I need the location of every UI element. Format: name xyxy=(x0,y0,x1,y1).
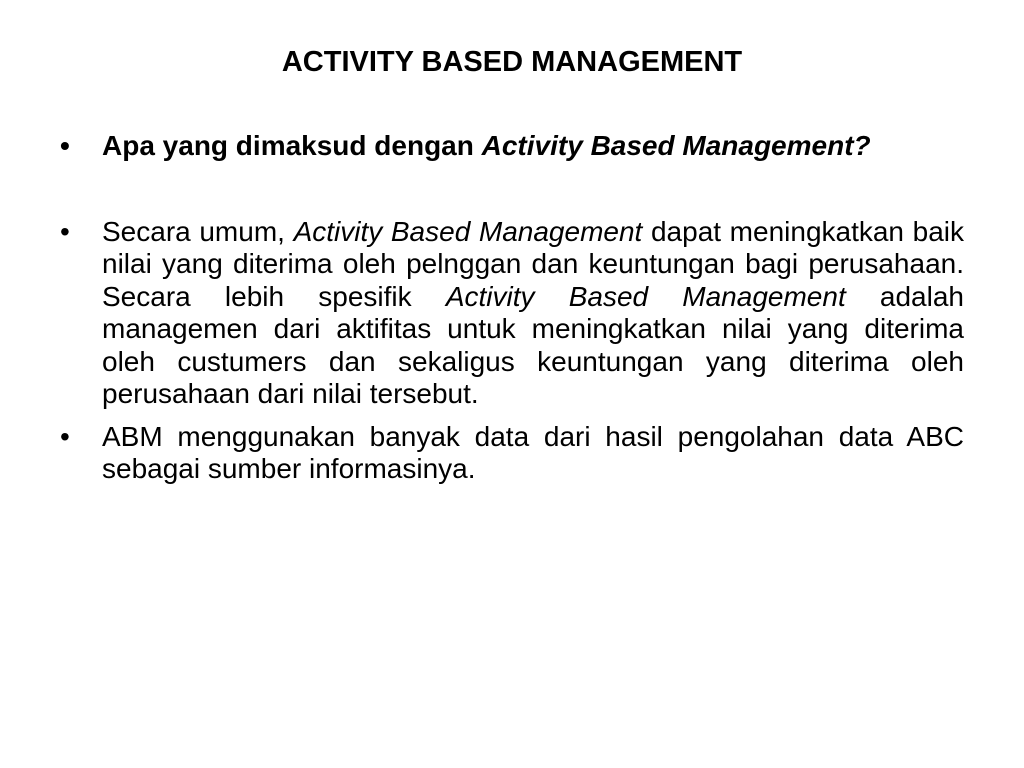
definition-text-1: Secara umum, xyxy=(102,215,294,247)
bullet-data-source xyxy=(60,421,964,486)
bullet-question xyxy=(60,130,964,163)
bullet-definition xyxy=(60,216,964,411)
slide-title: ACTIVITY BASED MANAGEMENT xyxy=(281,46,743,78)
definition-text-2: dapat meningkatkan baik nilai yang diterima oleh pelnggan dan keuntungan bagi perusahaan. Secara lebih spesifik xyxy=(102,215,965,312)
bullet-dot-icon: • xyxy=(60,130,70,161)
question-term: Activity Based Management? xyxy=(481,130,871,161)
definition-text-3: adalah managemen dari aktifitas untuk meningkatkan nilai yang diterima oleh custumers dan sekaligus keuntungan yang diterima oleh perusahaan dari nilai tersebut. xyxy=(102,280,964,409)
definition-term-1: Activity Based Management xyxy=(293,215,643,247)
bullet-dot-icon: • xyxy=(60,420,70,452)
bullet-dot-icon: • xyxy=(60,215,70,247)
bullet-list xyxy=(60,130,964,486)
question-text: Apa yang dimaksud dengan xyxy=(102,130,482,161)
data-source-text: ABM menggunakan banyak data dari hasil pengolahan data ABC sebagai sumber informasinya. xyxy=(102,420,964,484)
definition-term-2: Activity Based Management xyxy=(445,280,846,312)
